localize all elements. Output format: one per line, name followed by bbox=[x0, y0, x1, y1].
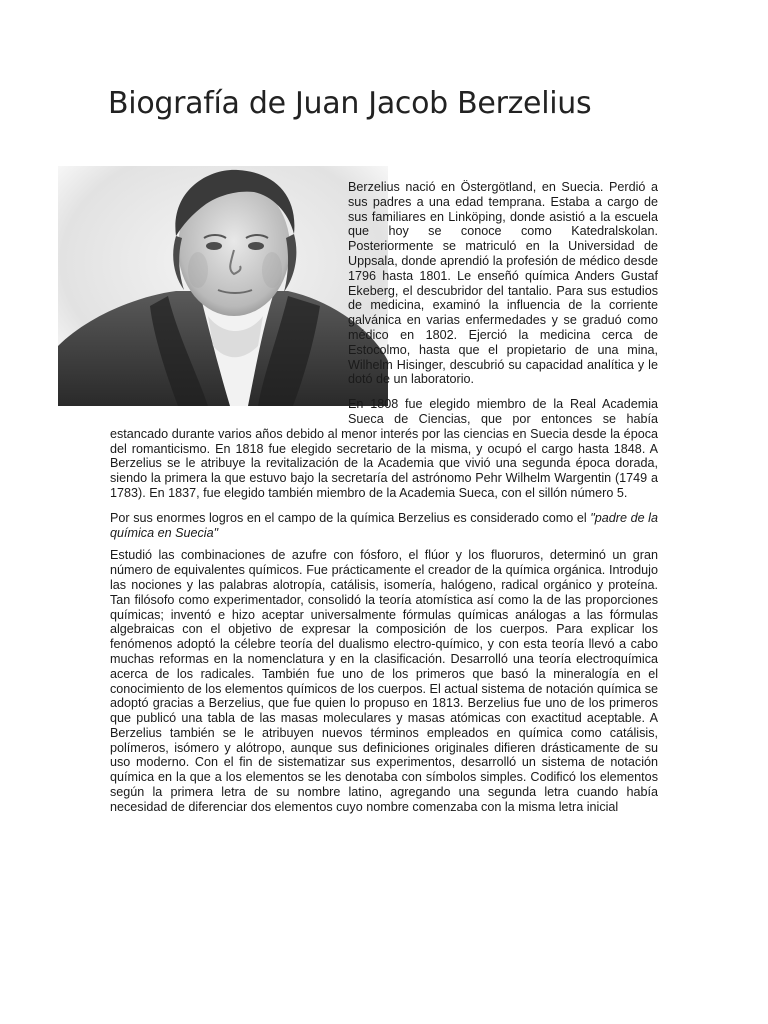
portrait-spacer bbox=[58, 180, 348, 422]
biography-body bbox=[110, 180, 658, 825]
paragraph-academy: En 1808 fue elegido miembro de la Real Academia Sueca de Ciencias, que por entonces se había estancado durante varios años debido al menor interés por las ciencias en Suecia desde la época del romanticismo. En 1818 fue elegido secretario de la misma, y ocupó el cargo hasta 1848. A Berzelius se le atribuye la revitalización de la Academia que vivió una segunda época dorada, siendo la primera la que estuvo bajo la secretaría del astrónomo Pehr Wilhelm Wargentin (1749 a 1783). En 1837, fue elegido también miembro de la Academia Sueca, con el sillón número 5. bbox=[110, 397, 658, 500]
paragraph-father-prefix: Por sus enormes logros en el campo de la química Berzelius es considerado como el bbox=[110, 510, 591, 525]
paragraph-contributions: Estudió las combinaciones de azufre con fósforo, el flúor y los fluoruros, determinó un gran número de equivalentes químicos. Fue prácticamente el creador de la química orgánica. Introdujo las nociones y las palabras alotropía, catálisis, isomería, halógeno, radical orgánico y proteína. Tan filósofo como experimentador, consolidó la teoría atomística así como la de las proporciones químicas; inventó e hizo aceptar universalmente fórmulas químicas análogas a las fórmulas algebraicas con el objetivo de expresar la composición de los cuerpos. Para explicar los fenómenos adoptó la célebre teoría del dualismo electro-químico, y con esta teoría llevó a cabo muchas reformas en la nomenclatura y en la clasificación. Desarrolló una teoría electroquímica acerca de los radicales. También fue uno de los primeros que basó la mineralogía en el conocimiento de los elementos químicos de los cuerpos. El actual sistema de notación química se adoptó gracias a Berzelius, que fue quien lo propuso en 1813. Berzelius fue uno de los primeros que publicó una tabla de las masas moleculares y masas atómicas con exactitud aceptable. A Berzelius también se le atribuyen nuevos términos empleados en química como catálisis, polímeros, isómero y alótropo, aunque sus definiciones originales difieren drásticamente de su uso moderno. Con el fin de sistematizar sus experimentos, desarrolló un sistema de notación química en la que a los elementos se les denotaba con símbolos simples. Codificó los elementos según la primera letra de su nombre latino, agregando una segunda letra cuando había necesidad de diferenciar dos elementos cuyo nombre comenzaba con la misma letra inicial bbox=[110, 548, 658, 814]
page-title: Biografía de Juan Jacob Berzelius bbox=[108, 86, 592, 121]
paragraph-father-of-chemistry bbox=[110, 511, 658, 541]
paragraph-father-quote: "padre de la química en Suecia" bbox=[110, 510, 658, 540]
paragraph-early-life: Berzelius nació en Östergötland, en Suecia. Perdió a sus padres a una edad temprana. Estaba a cargo de sus familiares en Linköping, donde asistió a la escuela que hoy se conoce como Katedralskolan. Posteriormente se matriculó en la Universidad de Uppsala, donde aprendió la profesión de médico desde 1796 hasta 1801. Le enseñó química Anders Gustaf Ekeberg, el descubridor del tantalio. Para sus estudios de medicina, examinó la influencia de la corriente galvánica en varias enfermedades y se graduó como médico en 1802. Ejerció la medicina cerca de Estocolmo, hasta que el propietario de una mina, Wilhelm Hisinger, descubrió su capacidad analítica y le dotó de un laboratorio. bbox=[348, 180, 658, 387]
